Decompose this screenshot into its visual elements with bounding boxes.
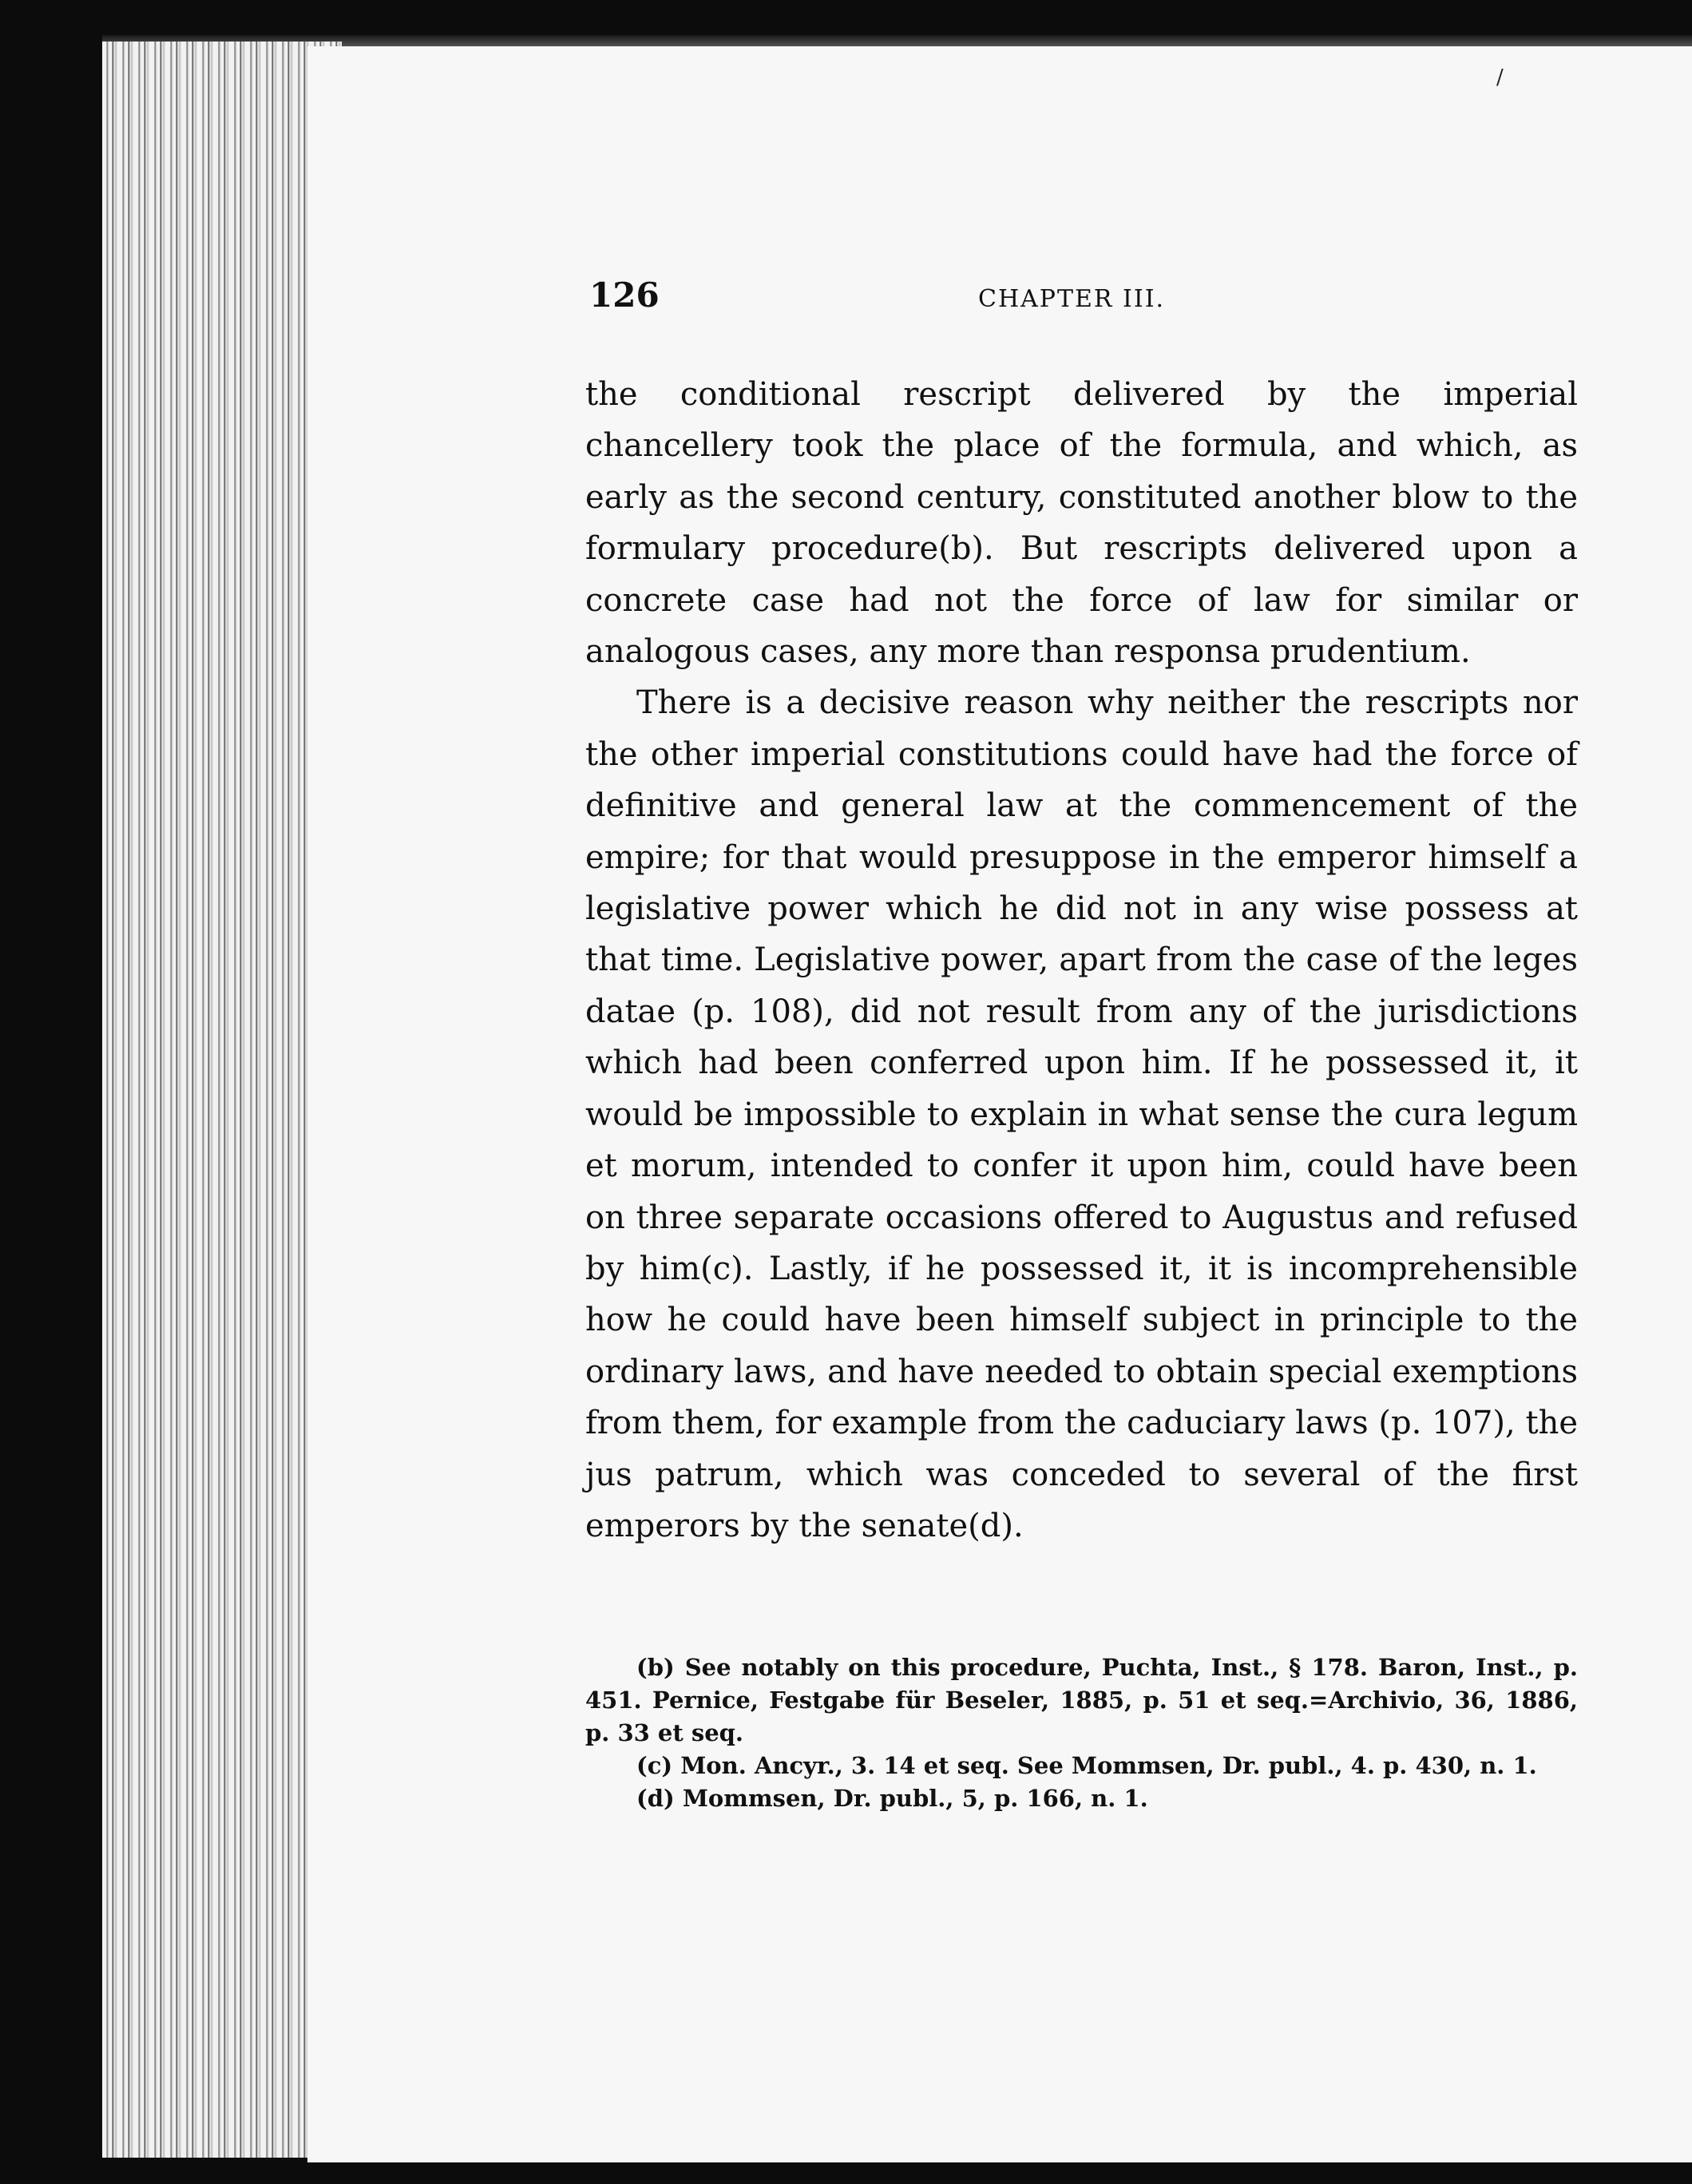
page-number: 126 <box>589 275 660 315</box>
paragraph-2: There is a decisive reason why neither the rescripts nor the other imperial constitutions could have had the force of definitive and general law at the commencement of the empire; for that would presuppose in the emperor himself a legislative power which he did not in any wise possess at that time. Legislative power, apart from the case of the leges datae (p. 108), did not result from any of the jurisdictions which had been conferred upon him. If he possessed it, it would be impossible to explain in what sense the cura legum et morum, intended to confer it upon him, could have been on three separate occasions offered to Augustus and refused by him(c). Lastly, if he possessed it, it is incomprehensible how he could have been himself subject in principle to the ordinary laws, and have needed to obtain special exemptions from them, for example from the caduciary laws (p. 107), the jus patrum, which was conceded to several of the first emperors by the senate(d). <box>585 684 1578 1544</box>
stray-mark: / <box>1496 65 1504 89</box>
paragraph-1: the conditional rescript delivered by the imperial chancellery took the place of the formula, and which, as early as the second century, constituted another blow to the formulary procedure(b). But rescripts delivered upon a concrete case had not the force of law for similar or analogous cases, any more than responsa prudentium. <box>585 376 1578 671</box>
footnote-c: (c) Mon. Ancyr., 3. 14 et seq. See Mommsen, Dr. publ., 4. p. 430, n. 1. <box>636 1752 1537 1779</box>
page-header <box>589 275 1579 331</box>
footnotes <box>585 1651 1578 1815</box>
chapter-title: CHAPTER III. <box>978 285 1166 313</box>
body-text <box>585 369 1578 1552</box>
footnote-b: (b) See notably on this procedure, Puchta, Inst., § 178. Baron, Inst., p. 451. Pernice, Festgabe für Beseler, 1885, p. 51 et seq.=Archivio, 36, 1886, p. 33 et seq. <box>585 1654 1578 1746</box>
page-edges <box>102 42 342 2158</box>
footnote-d: (d) Mommsen, Dr. publ., 5, p. 166, n. 1. <box>636 1785 1148 1812</box>
